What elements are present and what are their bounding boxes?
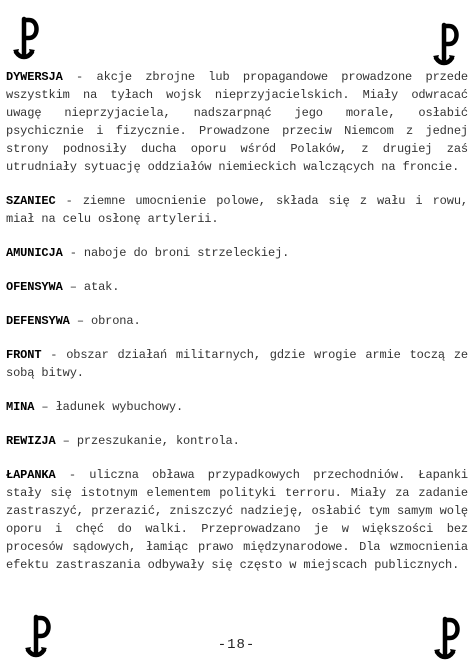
glossary	[6, 68, 468, 590]
definition: obrona.	[90, 314, 141, 328]
definition: naboje do broni strzeleckiej.	[83, 246, 290, 260]
definition: akcje zbrojne lub propagandowe prowadzone przede wszystkim na tyłach wojsk nieprzyjacielskich. Miały odwracać uwagę nieprzyjaciela, nadszarpnąć jego morale, osłabić psychicznie i fizycznie. Prowadzone przeciw Niemcom z jednej strony podnosiły ducha oporu wśród Polaków, z drugiej zaś utrudniały sytuację oddziałów niemieckich walczących na froncie.	[6, 70, 468, 174]
glossary-entry: AMUNICJA - naboje do broni strzeleckiej.	[6, 246, 290, 260]
kotwica-icon	[426, 20, 462, 68]
term: FRONT	[6, 348, 42, 362]
definition: ładunek wybuchowy.	[55, 400, 184, 414]
glossary-entry: DYWERSJA - akcje zbrojne lub propagandowe prowadzone przede wszystkim na tyłach wojsk nieprzyjacielskich. Miały odwracać uwagę nieprzyjaciela, nadszarpnąć jego morale, osłabić psychicznie i fizycznie. Prowadzone przeciw Niemcom z jednej strony podnosiły ducha oporu wśród Polaków, z drugiej zaś utrudniały sytuację oddziałów niemieckich walczących na froncie.	[6, 70, 468, 174]
definition: obszar działań militarnych, gdzie wrogie armie toczą ze sobą bitwy.	[6, 348, 468, 380]
term: DEFENSYWA	[6, 314, 70, 328]
glossary-entry: ŁAPANKA - uliczna obława przypadkowych przechodniów. Łapanki stały się istotnym elementem polityki terroru. Miały za zadanie zastraszyć, przerazić, zniszczyć nadzieję, osłabić tym samym wolę oporu i chęć do walki. Przeprowadzano je w większości bez procesów sądowych, łamiąc prawo międzynarodowe. Dla wzmocnienia efektu zastraszania odbywały się często w miejscach publicznych.	[6, 468, 469, 572]
glossary-entry: OFENSYWA – atak.	[6, 280, 120, 294]
term: ŁAPANKA	[6, 468, 56, 482]
definition: przeszukanie, kontrola.	[76, 434, 240, 448]
term: OFENSYWA	[6, 280, 63, 294]
term: DYWERSJA	[6, 70, 63, 84]
definition: ziemne umocnienie polowe, składa się z wału i rowu, miał na celu osłonę artylerii.	[6, 194, 468, 226]
term: AMUNICJA	[6, 246, 63, 260]
page-number: -18-	[217, 637, 256, 653]
term: REWIZJA	[6, 434, 56, 448]
definition: uliczna obława przypadkowych przechodniów. Łapanki stały się istotnym elementem polityki terroru. Miały za zadanie zastraszyć, przerazić, zniszczyć nadzieję, osłabić tym samym wolę oporu i chęć do walki. Przeprowadzano je w większości bez procesów sądowych, łamiąc prawo międzynarodowe. Dla wzmocnienia efektu zastraszania odbywały się często w miejscach publicznych.	[6, 468, 469, 572]
term: SZANIEC	[6, 194, 56, 208]
glossary-entry: SZANIEC - ziemne umocnienie polowe, składa się z wału i rowu, miał na celu osłonę artylerii.	[6, 194, 468, 226]
term: MINA	[6, 400, 35, 414]
glossary-entry: MINA – ładunek wybuchowy.	[6, 400, 184, 414]
definition: atak.	[83, 280, 120, 294]
glossary-entry: DEFENSYWA – obrona.	[6, 314, 141, 328]
kotwica-icon	[6, 14, 42, 62]
glossary-entry: REWIZJA – przeszukanie, kontrola.	[6, 434, 240, 448]
glossary-entry: FRONT - obszar działań militarnych, gdzie wrogie armie toczą ze sobą bitwy.	[6, 348, 468, 380]
